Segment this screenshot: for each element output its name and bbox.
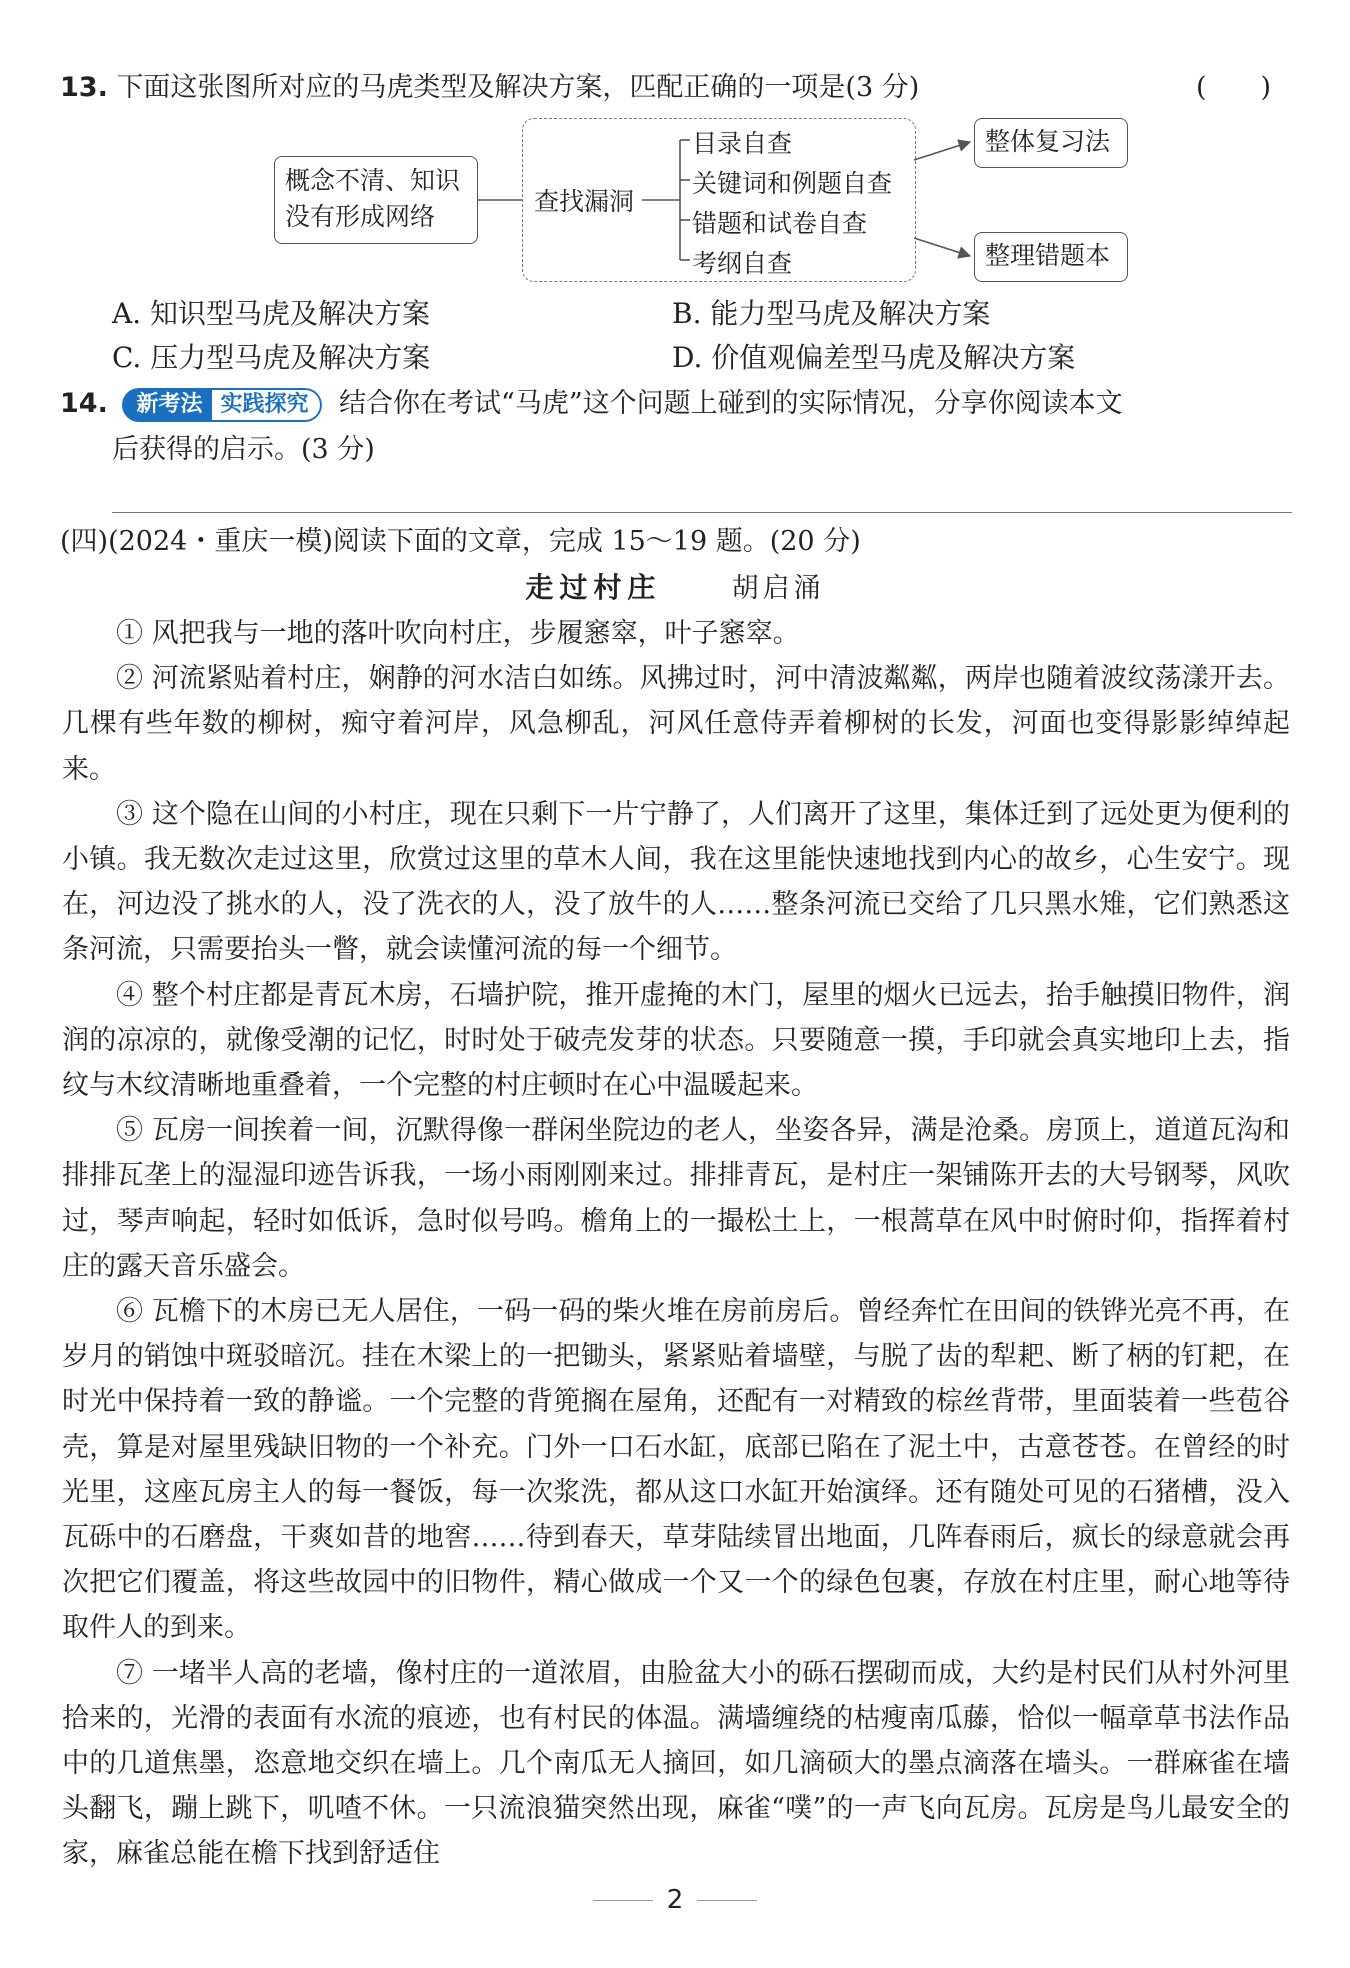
paragraph: ⑥ 瓦檐下的木房已无人居住，一码一码的柴火堆在房前房后。曾经奔忙在田间的铁铧光亮不再，在岁月的销蚀中斑驳暗沉。挂在木梁上的一把锄头，紧紧贴着墙壁，与脱了齿的犁耙、断了柄的钉耙，在时光中保持着一致的静谧。一个完整的背篼搁在屋角，还配有一对精致的棕丝背带，里面装着一些苞谷壳，算是对屋里残缺旧物的一个补充。门外一口石水缸，底部已陷在了泥土中，古意苍苍。在曾经的时光里，这座瓦房主人的每一餐饭，每一次浆洗，都从这口水缸开始演绎。还有随处可见的石猪槽，没入瓦砾中的石磨盘，干爽如昔的地窖……待到春天，草芽陆续冒出地面，几阵春雨后，疯长的绿意就会再次把它们覆盖，将这些故园中的旧物件，精心做成一个又一个的绿色包裹，存放在村庄里，耐心地等待取件人的到来。 [62, 1296, 1290, 1644]
paragraph: ⑤ 瓦房一间挨着一间，沉默得像一群闲坐院边的老人，坐姿各异，满是沧桑。房顶上，道道瓦沟和排排瓦垄上的湿湿印迹告诉我，一场小雨刚刚来过。排排青瓦，是村庄一架铺陈开去的大号钢琴，风吹过，琴声响起，轻时如低诉，急时似号呜。檐角上的一撮松土上，一根蒿草在风中时俯时仰，指挥着村庄的露天音乐盛会。 [62, 1115, 1290, 1282]
option-b: B. 能力型马虎及解决方案 [672, 297, 991, 330]
paragraph: ⑦ 一堵半人高的老墙，像村庄的一道浓眉，由脸盆大小的砾石摆砌而成，大约是村民们从村外河里拾来的，光滑的表面有水流的痕迹，也有村民的体温。满墙缠绕的枯瘦南瓜藤，恰似一幅章草书法作品中的几道焦墨，恣意地交织在墙上。几个南瓜无人摘回，如几滴硕大的墨点滴落在墙头。一群麻雀在墙头翻飞，蹦上跳下，叽喳不休。一只流浪猫突然出现，麻雀“噗”的一声飞向瓦房。瓦房是鸟儿最安全的家，麻雀总能在檐下找到舒适住 [62, 1657, 1290, 1870]
q13-number: 13. [60, 72, 108, 103]
paragraph: ③ 这个隐在山间的小村庄，现在只剩下一片宁静了，人们离开了这里，集体迁到了远处更为便利的小镇。我无数次走过这里，欣赏过这里的草木人间，我在这里能快速地找到内心的故乡，心生安宁。现在，河边没了挑水的人，没了洗衣的人，没了放牛的人……整条河流已交给了几只黑水雉，它们熟悉这条河流，只需要抬头一瞥，就会读懂河流的每一个细节。 [62, 798, 1290, 966]
badge-new-method: 新考法 [122, 388, 212, 422]
article-title: 走过村庄 [525, 571, 662, 604]
article-body [62, 611, 1290, 1877]
badge-practice: 实践探究 [212, 388, 322, 422]
q14-number: 14. [60, 388, 108, 419]
option-c: C. 压力型马虎及解决方案 [112, 341, 431, 374]
diagram-right-bottom-box: 整理错题本 [974, 232, 1128, 282]
diagram-item: 错题和试卷自查 [692, 209, 868, 238]
footer-rule-right [697, 1900, 757, 1901]
diagram-item: 考纲自查 [692, 249, 793, 278]
diagram-right-top-box: 整体复习法 [974, 118, 1128, 168]
q14-text-line1: 结合你在考试“马虎”这个问题上碰到的实际情况，分享你阅读本文 [339, 388, 1123, 419]
article-heading [0, 568, 1350, 612]
article-author: 胡启涌 [731, 573, 825, 604]
q14-line1 [60, 384, 1123, 424]
paragraph: ② 河流紧贴着村庄，娴静的河水洁白如练。风拂过时，河中清波粼粼，两岸也随着波纹荡漾开去。几棵有些年数的柳树，痴守着河岸，风急柳乱，河风任意侍弄着柳树的长发，河面也变得影影绰绰起来。 [62, 663, 1290, 785]
paragraph: ① 风把我与一地的落叶吹向村庄，步履窸窣，叶子窸窣。 [116, 618, 800, 649]
left-box-line1: 概念不清、知识 [285, 166, 461, 195]
left-box-line2: 没有形成网络 [285, 202, 436, 231]
paragraph: ④ 整个村庄都是青瓦木房，石墙护院，推开虚掩的木门，屋里的烟火已远去，抬手触摸旧物件，润润的凉凉的，就像受潮的记忆，时时处于破壳发芽的状态。只要随意一摸，手印就会真实地印上去，指纹与木纹清晰地重叠着，一个完整的村庄顿时在心中温暖起来。 [62, 979, 1290, 1102]
diagram-item: 关键词和例题自查 [692, 169, 893, 198]
section4-header: (四)(2024・重庆一模)阅读下面的文章，完成 15～19 题。(20 分) [60, 526, 861, 557]
q14-line2: 后获得的启示。(3 分) [112, 434, 375, 465]
q13-text: 下面这张图所对应的马虎类型及解决方案，匹配正确的一项是(3 分) [116, 72, 920, 103]
footer-rule-left [593, 1900, 653, 1901]
option-a: A. 知识型马虎及解决方案 [112, 297, 431, 330]
q13-answer-bracket: ( ) [1196, 72, 1272, 103]
option-d: D. 价值观偏差型马虎及解决方案 [672, 341, 1076, 374]
new-exam-badge [122, 388, 322, 422]
page-number: 2 [666, 1885, 684, 1915]
section-divider [112, 512, 1292, 513]
diagram-item: 目录自查 [692, 129, 793, 158]
diagram-middle-label: 查找漏洞 [534, 187, 635, 216]
page-footer [0, 1885, 1350, 1915]
